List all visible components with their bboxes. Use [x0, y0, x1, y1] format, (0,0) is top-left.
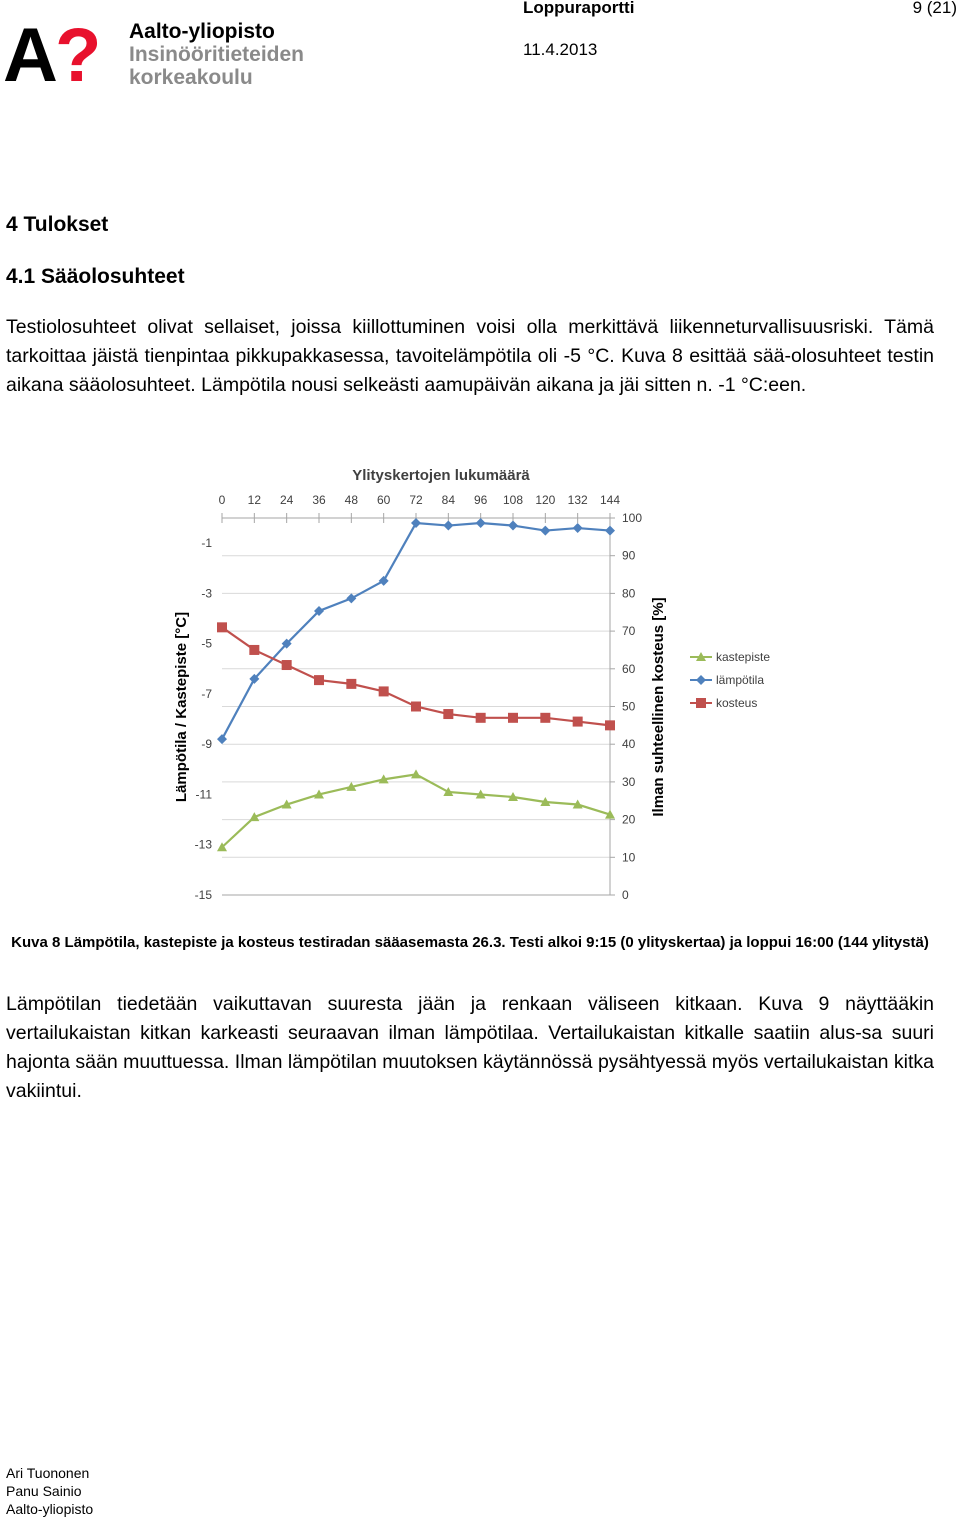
data-point-kosteus [379, 686, 389, 696]
data-point-kosteus [443, 709, 453, 719]
x-tick-label: 0 [218, 493, 226, 507]
x-tick-label: 72 [409, 493, 423, 507]
x-tick-label: 132 [567, 493, 588, 507]
y-right-tick-label: 40 [622, 737, 636, 752]
data-point-lmptila [540, 526, 550, 536]
y-right-tick-label: 20 [622, 812, 636, 827]
y-right-tick-label: 50 [622, 699, 636, 714]
y-right-tick-label: 90 [622, 548, 636, 563]
legend-label-kastepiste: kastepiste [716, 650, 771, 664]
data-point-lmptila [573, 523, 583, 533]
aalto-logo [3, 13, 323, 98]
x-tick-label: 144 [599, 493, 621, 507]
y-left-tick-label: -7 [201, 686, 212, 701]
data-point-lmptila [346, 593, 356, 603]
x-tick-label: 36 [312, 493, 326, 507]
logo-line-2: Insinööritieteiden [129, 43, 305, 66]
data-point-lmptila [476, 518, 486, 528]
x-tick-label: 120 [535, 493, 556, 507]
data-point-lmptila [217, 734, 227, 744]
x-tick-label: 24 [279, 493, 294, 507]
weather-chart [160, 455, 800, 910]
y-right-tick-label: 60 [622, 661, 636, 676]
logo-mark-a: A [3, 13, 54, 98]
data-point-lmptila [379, 576, 389, 586]
series-line-kastepiste [222, 774, 610, 847]
x-tick-label: 12 [247, 493, 262, 507]
y-left-tick-label: -9 [201, 737, 212, 752]
x-tick-label: 60 [376, 493, 391, 507]
chart-series [217, 518, 615, 851]
data-point-kosteus [540, 713, 550, 723]
footer-author-1: Ari Tuononen [6, 1465, 90, 1481]
data-point-lmptila [411, 518, 421, 528]
paragraph-weather: Testiolosuhteet olivat sellaiset, joissa kiillottuminen voisi olla merkittävä liikenneturvallisuusriski. Tämä tarkoittaa jäistä tienpintaa pikkupakkasessa, tavoitelämpötila oli -5 °C. Kuva 8 esittää sää-olosuhteet testin aikana sääolosuhteet. Lämpötila nousi selkeästi aamupäivän aikana ja jäi sitten n. -1 °C:een. [6, 316, 934, 396]
data-point-lmptila [443, 521, 453, 531]
document-date: 11.4.2013 [523, 40, 598, 59]
data-point-kosteus [217, 622, 227, 632]
y-right-tick-label: 80 [622, 586, 636, 601]
data-point-kosteus [314, 675, 324, 685]
data-point-kosteus [249, 645, 259, 655]
data-point-kosteus [411, 702, 421, 712]
y-left-tick-label: -5 [201, 636, 212, 651]
logo-mark-question: ? [55, 13, 102, 98]
document-title: Loppuraportti [523, 0, 635, 17]
y-left-tick-label: -1 [201, 536, 212, 551]
y-right-tick-label: 30 [622, 774, 636, 789]
y-right-tick-label: 70 [622, 624, 636, 639]
data-point-kosteus [346, 679, 356, 689]
y-left-axis-label: Lämpötila / Kastepiste [°C] [173, 611, 190, 803]
legend-marker-lmptila [696, 675, 706, 685]
legend-marker-kosteus [696, 698, 706, 708]
footer [6, 1464, 93, 1518]
data-point-kosteus [605, 720, 615, 730]
y-right-tick-label: 100 [622, 511, 643, 525]
footer-author-2: Panu Sainio [6, 1483, 82, 1499]
y-left-tick-label: -15 [194, 888, 212, 902]
chart-title: Ylityskertojen lukumäärä [352, 467, 530, 484]
y-left-tick-label: -11 [195, 787, 212, 802]
data-point-lmptila [605, 526, 615, 536]
page-number: 9 (21) [912, 0, 957, 17]
chart-labels [173, 467, 667, 902]
y-right-tick-label: 10 [622, 850, 636, 865]
x-tick-label: 108 [502, 493, 524, 507]
footer-organization: Aalto-yliopisto [6, 1501, 94, 1517]
chart-legend [690, 650, 770, 710]
data-point-kosteus [476, 713, 486, 723]
figure-caption: Kuva 8 Lämpötila, kastepiste ja kosteus testiradan sääasemasta 26.3. Testi alkoi 9:15 (0 ylityskertaa) ja loppui 16:00 (144 ylitystä) [11, 934, 929, 951]
section-heading: 4 Tulokset [6, 213, 109, 236]
subsection-heading: 4.1 Sääolosuhteet [6, 265, 185, 288]
logo-text [129, 20, 304, 89]
data-point-kosteus [573, 717, 583, 727]
data-point-kosteus [508, 713, 518, 723]
logo-line-3: korkeakoulu [129, 66, 253, 89]
y-right-tick-label: 0 [622, 888, 629, 902]
x-tick-label: 48 [344, 493, 359, 507]
legend-label-lmptila: lämpötila [716, 673, 765, 687]
x-tick-label: 96 [473, 493, 488, 507]
y-left-tick-label: -13 [194, 837, 212, 852]
logo-line-1: Aalto-yliopisto [129, 20, 275, 43]
paragraph-friction: Lämpötilan tiedetään vaikuttavan suuresta jään ja renkaan väliseen kitkaan. Kuva 9 näyttääkin vertailukaistan kitkan karkeasti seuraavan ilman lämpötilaa. Vertailukaistan kitkalle saatiin alus-sa suuri hajonta sään muuttuessa. Ilman lämpötilan muutoksen käytännössä pysähtyessä myös vertailukaistan kitka vakiintui. [6, 993, 934, 1102]
x-tick-label: 84 [441, 493, 456, 507]
data-point-kosteus [282, 660, 292, 670]
legend-label-kosteus: kosteus [716, 696, 758, 710]
y-right-axis-label: Ilman suhteellinen kosteus [%] [650, 597, 667, 817]
data-point-lmptila [508, 521, 518, 531]
y-left-tick-label: -3 [201, 586, 212, 601]
